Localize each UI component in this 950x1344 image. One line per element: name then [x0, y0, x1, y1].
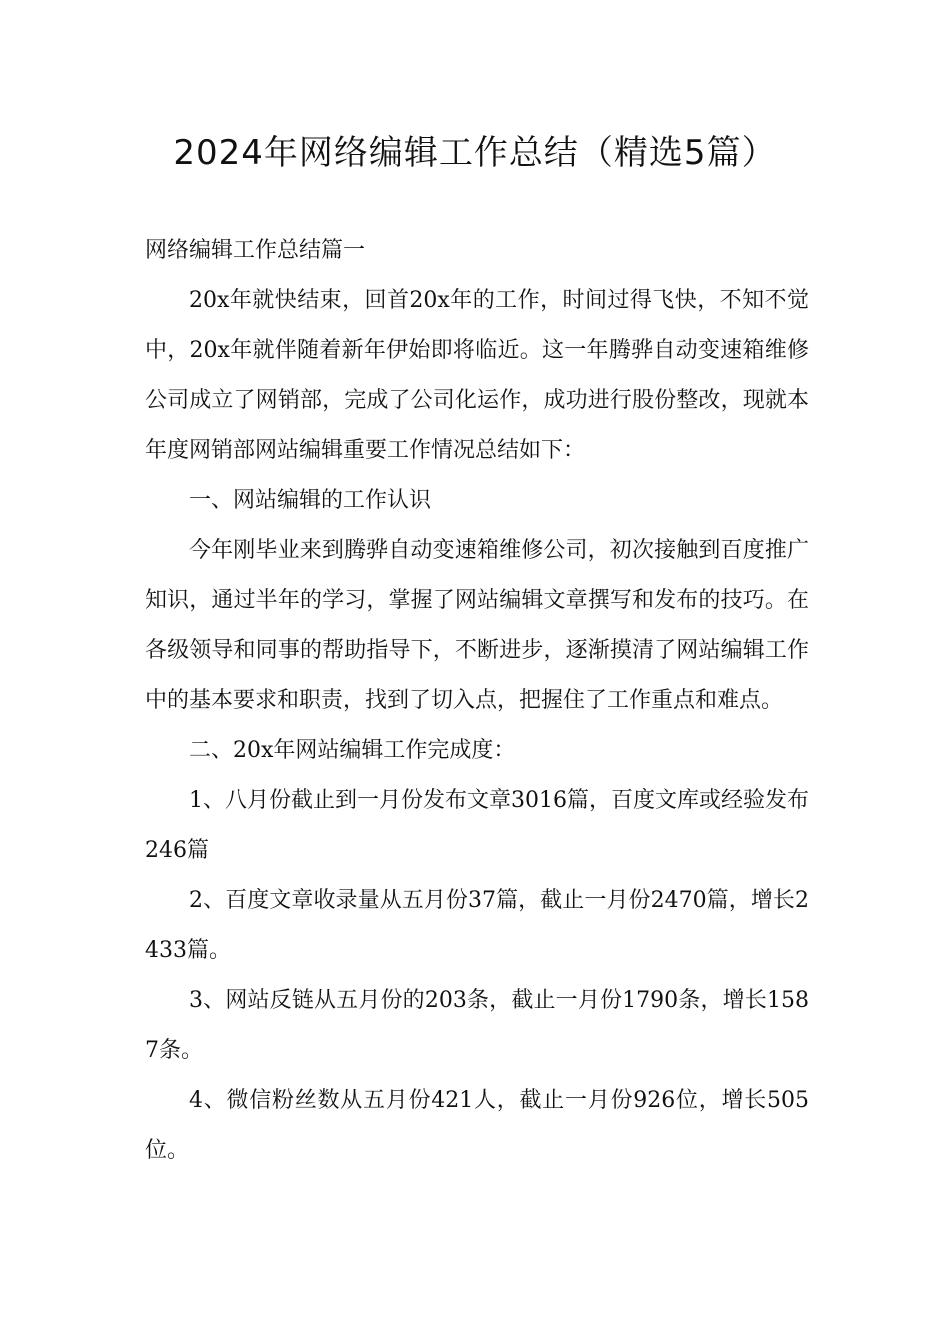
paragraph-understanding: 今年刚毕业来到腾骅自动变速箱维修公司，初次接触到百度推广知识，通过半年的学习，掌握了网站编辑文章撰写和发布的技巧。在各级领导和同事的帮助指导下，不断进步，逐渐摸清了网站编辑工作中的基本要求和职责，找到了切入点，把握住了工作重点和难点。 — [145, 538, 809, 713]
heading-work-completion: 二、20x年网站编辑工作完成度： — [189, 738, 516, 763]
document-body — [145, 226, 809, 1176]
list-item-backlinks: 3、网站反链从五月份的203条，截止一月份1790条，增长1587条。 — [145, 988, 809, 1063]
section-heading-1: 网络编辑工作总结篇一 — [145, 238, 366, 263]
paragraph-intro: 20x年就快结束，回首20x年的工作，时间过得飞快，不知不觉中，20x年就伴随着新年伊始即将临近。这一年腾骅自动变速箱维修公司成立了网销部，完成了公司化运作，成功进行股份整改，现就本年度网销部网站编辑重要工作情况总结如下： — [145, 288, 809, 463]
heading-work-understanding: 一、网站编辑的工作认识 — [189, 488, 432, 513]
list-item-indexed: 2、百度文章收录量从五月份37篇，截止一月份2470篇，增长2433篇。 — [145, 888, 809, 963]
list-item-wechat-fans: 4、微信粉丝数从五月份421人，截止一月份926位，增长505位。 — [145, 1088, 809, 1163]
document-title: 2024年网络编辑工作总结（精选5篇） — [173, 133, 777, 173]
list-item-articles: 1、八月份截止到一月份发布文章3016篇，百度文库或经验发布246篇 — [145, 788, 809, 863]
